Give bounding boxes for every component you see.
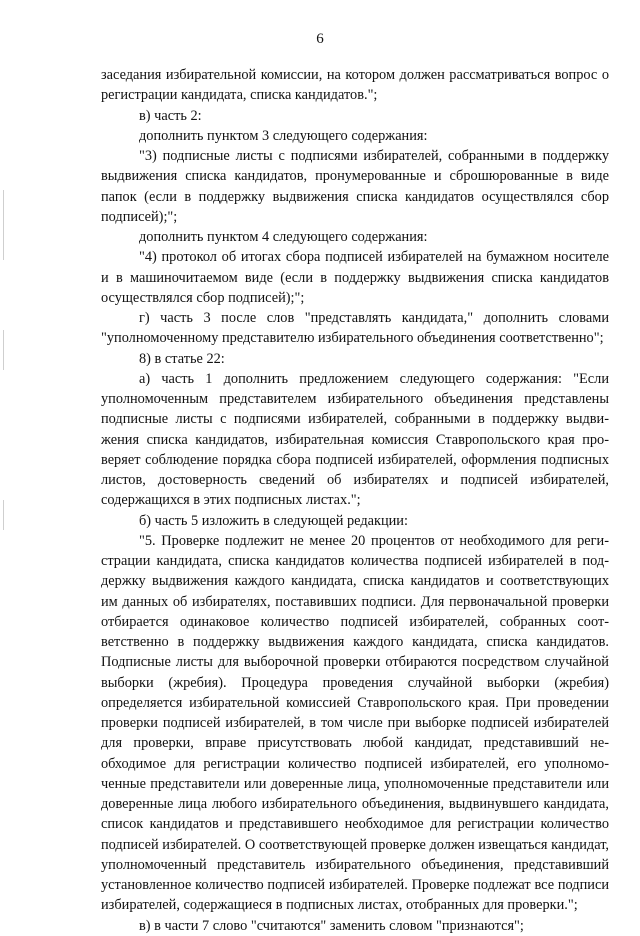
paragraph: г) часть 3 после слов "представлять кандидата," дополнить словами "уполномоченному представителю избирательного объединения соответственно"; <box>101 310 609 347</box>
document-body <box>101 65 609 936</box>
scan-margin-line <box>3 330 4 370</box>
paragraph: а) часть 1 дополнить предложением следующего содержания: "Если уполномоченным представителем избирательного объединения представлены подписные листы с подписями избирателей, собранными в поддержку выдвижения списка кандидатов, избирательная комиссия Ставропольского края проверяет соблюдение порядка сбора подписей избирателей, оформления подписных листов, достоверность сведений об избирателях и подписей избирателей, содержащихся в этих подписных листах."; <box>101 370 609 509</box>
scan-margin-line <box>3 190 4 260</box>
page-number: 6 <box>316 31 324 47</box>
paragraph: "3) подписные листы с подписями избирателей, собранными в поддержку выдвижения списка кандидатов, пронумерованные и сброшюрованные в виде папок (если в поддержку выдвижения списка кандидатов осуществлялся сбор подписей);"; <box>101 148 609 225</box>
paragraph: "4) протокол об итогах сбора подписей избирателей на бумажном носителе и в машиночитаемом виде (если в поддержку выдвижения списка кандидатов осуществлялся сбор подписей);"; <box>101 249 609 306</box>
paragraph: заседания избирательной комиссии, на котором должен рассматриваться вопрос о регистрации кандидата, списка кандидатов."; <box>101 67 609 104</box>
scan-margin-line <box>3 500 4 530</box>
paragraph: "5. Проверке подлежит не менее 20 процентов от необходимого для регистрации кандидата, списка кандидатов количества подписей избирателей в поддержку выдвижения каждого кандидата, списка кандидатов и соответствующих им данных об избирателях, поставивших подписи. Для первоначальной проверки отбирается одинаковое количество подписей избирателей, собранных соответственно в поддержку выдвижения каждого кандидата, списка кандидатов. Подписные листы для выборочной проверки отбираются посредством случайной выборки (жребия). Процедура проведения случайной выборки (жребия) определяется избирательной комиссией Ставропольского края. При проведении проверки подписей избирателей, в том числе при выборке подписей избирателей для проверки, вправе присутствовать любой кандидат, представивший необходимое для регистрации количество подписей избирателей, его уполномоченные представители или доверенные лица, уполномоченные представители или доверенные лица любого избирательного объединения, выдвинувшего кандидата, список кандидатов и представившего необходимое для регистрации количество подписей избирателей. О соответствующей проверке должен извещаться кандидат, уполномоченный представитель избирательного объединения, представивший установленное количество подписей избирателей. Проверке подлежат все подписи избирателей, содержащиеся в подписных листах, отобранных для проверки."; <box>101 532 609 914</box>
paragraph: в) в части 7 слово "считаются" заменить словом "признаются"; <box>139 917 524 934</box>
paragraph: дополнить пунктом 3 следующего содержания: <box>139 127 428 144</box>
paragraph: дополнить пунктом 4 следующего содержания: <box>139 229 428 245</box>
paragraph: 8) в статье 22: <box>139 350 225 367</box>
paragraph: б) часть 5 изложить в следующей редакции: <box>139 512 408 529</box>
paragraph: в) часть 2: <box>139 107 202 124</box>
